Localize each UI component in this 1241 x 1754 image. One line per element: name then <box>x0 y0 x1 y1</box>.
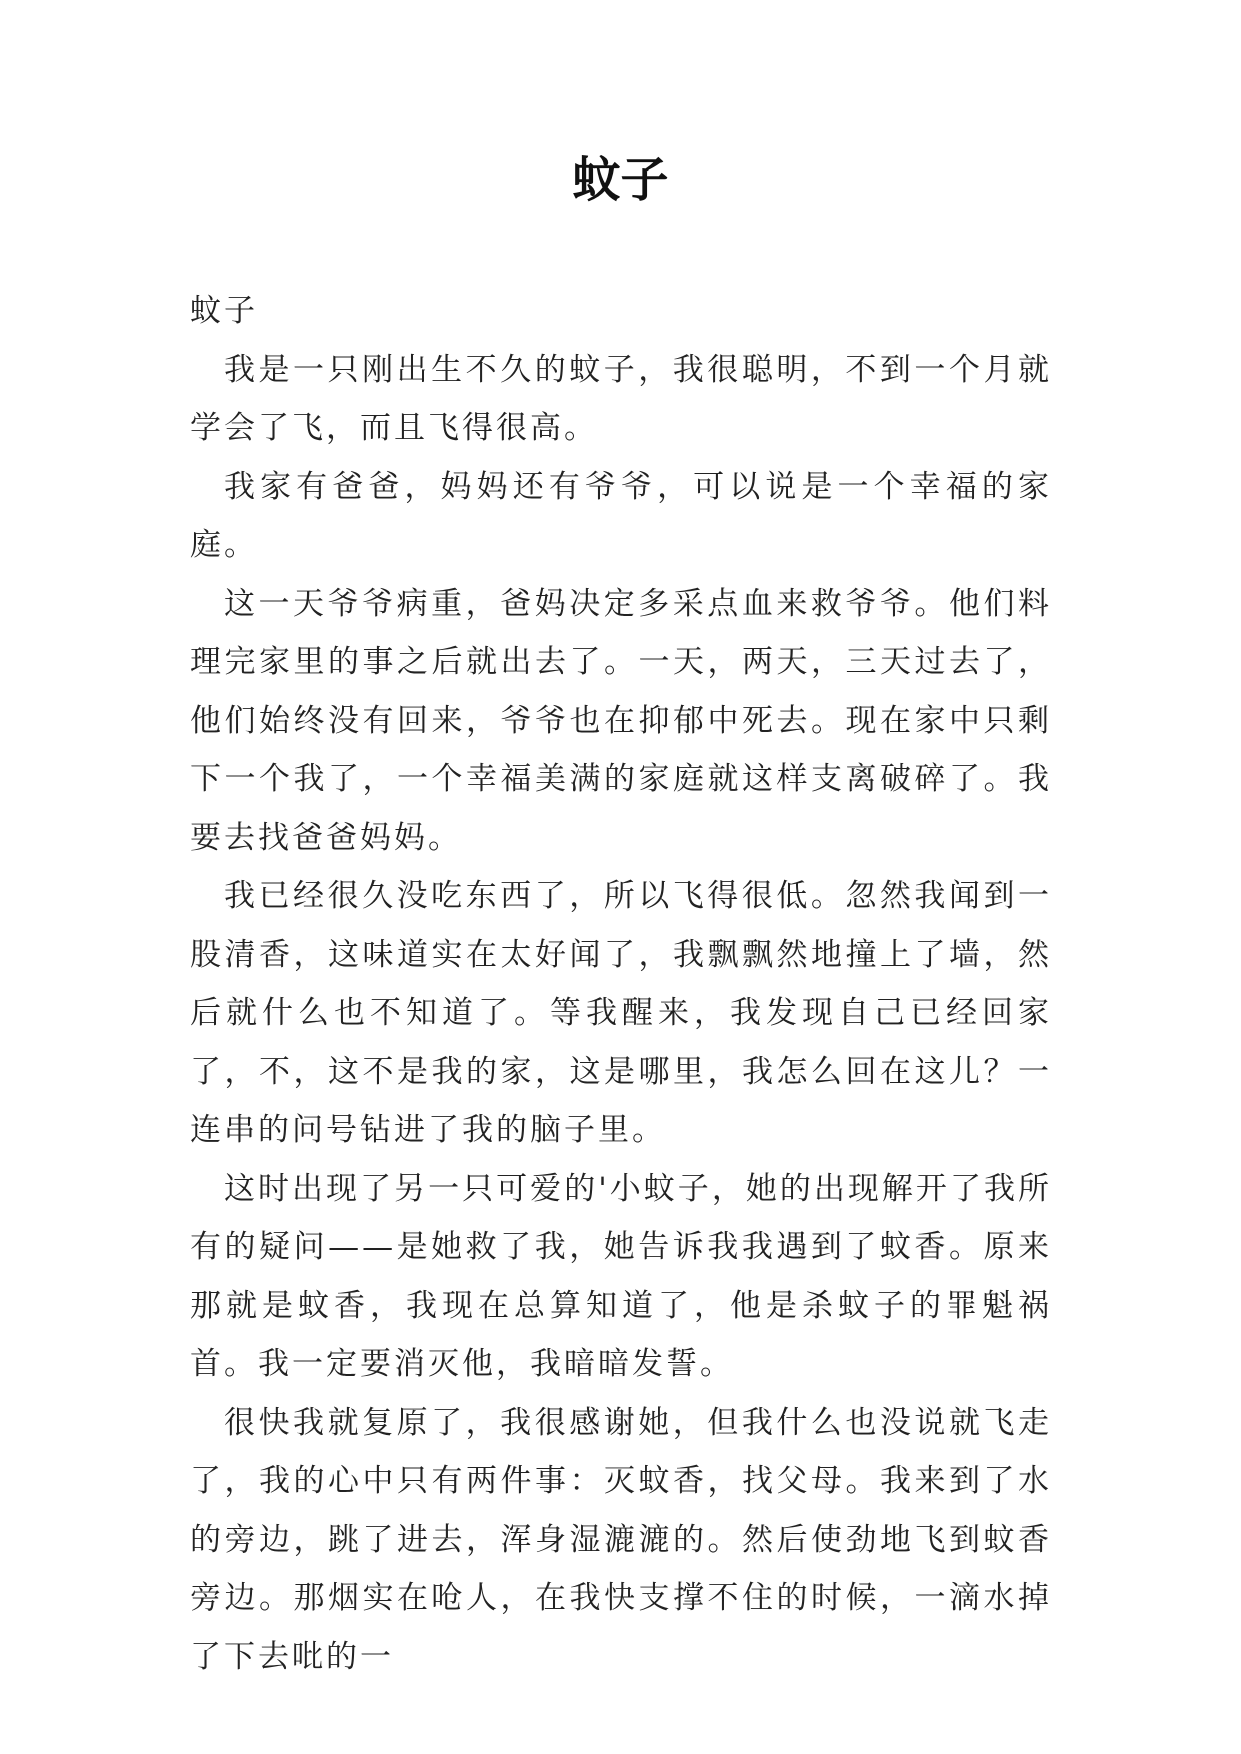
document-title: 蚊子 <box>572 152 669 208</box>
document-body <box>190 282 1052 1686</box>
paragraph: 这时出现了另一只可爱的'小蚊子，她的出现解开了我所有的疑问——是她救了我，她告诉我我遇到了蚊香。原来那就是蚊香，我现在总算知道了，他是杀蚊子的罪魁祸首。我一定要消灭他，我暗暗发誓。 <box>190 1170 1052 1382</box>
paragraph: 我已经很久没吃东西了，所以飞得很低。忽然我闻到一股清香，这味道实在太好闻了，我飘飘然地撞上了墙，然后就什么也不知道了。等我醒来，我发现自己已经回家了，不，这不是我的家，这是哪里，我怎么回在这儿？一连串的问号钻进了我的脑子里。 <box>190 878 1052 1148</box>
paragraph: 我家有爸爸，妈妈还有爷爷，可以说是一个幸福的家庭。 <box>190 468 1052 563</box>
paragraph: 这一天爷爷病重，爸妈决定多采点血来救爷爷。他们料理完家里的事之后就出去了。一天，两天，三天过去了，他们始终没有回来，爷爷也在抑郁中死去。现在家中只剩下一个我了，一个幸福美满的家庭就这样支离破碎了。我要去找爸爸妈妈。 <box>190 585 1052 856</box>
document-subtitle: 蚊子 <box>190 293 258 329</box>
paragraph: 很快我就复原了，我很感谢她，但我什么也没说就飞走了，我的心中只有两件事：灭蚊香，找父母。我来到了水的旁边，跳了进去，浑身湿漉漉的。然后使劲地飞到蚊香旁边。那烟实在呛人，在我快支撑不住的时候，一滴水掉了下去吡的一 <box>190 1404 1052 1675</box>
paragraph: 我是一只刚出生不久的蚊子，我很聪明，不到一个月就学会了飞，而且飞得很高。 <box>190 351 1052 446</box>
